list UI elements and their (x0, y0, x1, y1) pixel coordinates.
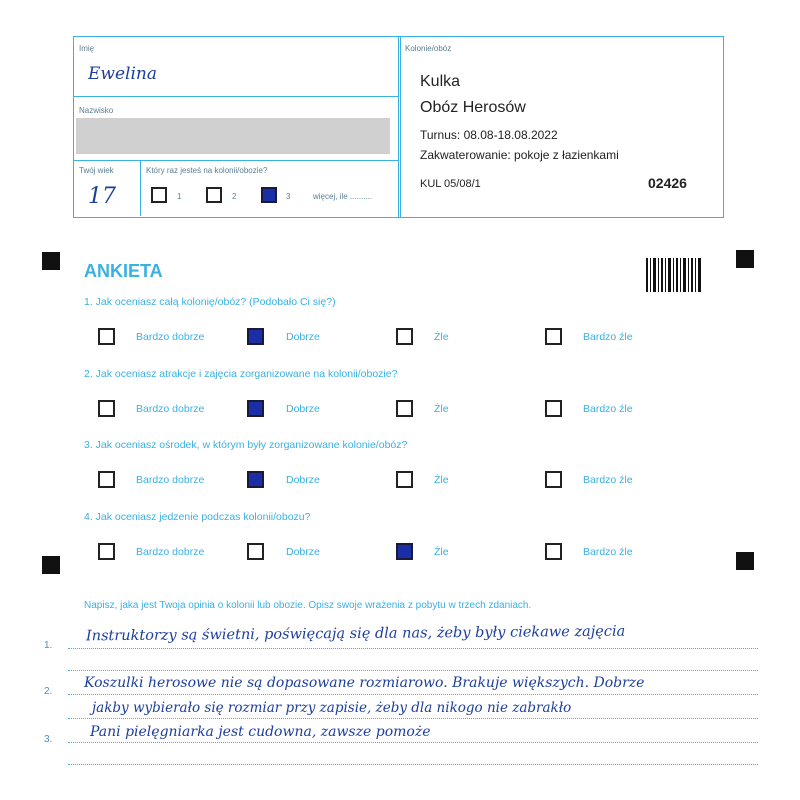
writing-line (68, 718, 758, 719)
barcode-icon (646, 258, 702, 292)
writing-line (68, 670, 758, 671)
divider-line (73, 160, 399, 161)
q2-option-zle[interactable] (396, 400, 413, 417)
times-checkbox-3[interactable] (261, 187, 277, 203)
line-number: 2. (44, 686, 53, 697)
name-value[interactable]: Ewelina (88, 64, 157, 84)
question-1: 1. Jak oceniasz całą kolonię/obóz? (Podobało Ci się?) (84, 296, 336, 308)
times-option-3: 3 (286, 192, 291, 201)
survey-title: ANKIETA (84, 261, 163, 281)
q1-option-zle[interactable] (396, 328, 413, 345)
option-label: Dobrze (286, 331, 320, 343)
option-label: Bardzo dobrze (136, 546, 205, 558)
q3-option-bardzo-zle[interactable] (545, 471, 562, 488)
q4-option-zle[interactable] (396, 543, 413, 560)
line-number: 1. (44, 640, 53, 651)
form-number: 02426 (648, 175, 687, 191)
option-label: Źle (434, 403, 449, 415)
option-label: Dobrze (286, 474, 320, 486)
registration-marker (42, 252, 60, 270)
times-label: Który raz jesteś na kolonii/obozie? (146, 166, 268, 175)
option-label: Źle (434, 546, 449, 558)
turnus: Turnus: 08.08-18.08.2022 (420, 128, 558, 142)
registration-marker (736, 552, 754, 570)
divider-line (140, 160, 141, 216)
option-label: Bardzo źle (583, 474, 633, 486)
handwriting-line-4[interactable]: Pani pielęgniarka jest cudowna, zawsze pomoże (90, 724, 431, 740)
handwriting-line-1[interactable]: Instruktorzy są świetni, poświęcają się dla nas, żeby były ciekawe zajęcia (85, 623, 626, 645)
camp-label: Kolonie/obóz (405, 44, 452, 53)
option-label: Źle (434, 331, 449, 343)
camp-title: Obóz Herosów (420, 99, 526, 116)
line-number: 3. (44, 734, 53, 745)
q1-option-dobrze[interactable] (247, 328, 264, 345)
camp-name: Kulka (420, 73, 461, 90)
times-checkbox-1[interactable] (151, 187, 167, 203)
q4-option-dobrze[interactable] (247, 543, 264, 560)
option-label: Bardzo dobrze (136, 474, 205, 486)
q3-option-zle[interactable] (396, 471, 413, 488)
age-value[interactable]: 17 (88, 184, 116, 209)
option-label: Bardzo źle (583, 331, 633, 343)
q2-option-dobrze[interactable] (247, 400, 264, 417)
times-option-1: 1 (177, 192, 182, 201)
surname-redacted (76, 118, 390, 154)
q2-option-bardzo-zle[interactable] (545, 400, 562, 417)
option-label: Dobrze (286, 546, 320, 558)
question-3: 3. Jak oceniasz ośrodek, w którym były zorganizowane kolonie/obóz? (84, 439, 408, 451)
writing-line (68, 764, 758, 765)
q3-option-bardzo-dobrze[interactable] (98, 471, 115, 488)
camp-code: KUL 05/08/1 (420, 178, 481, 190)
times-checkbox-2[interactable] (206, 187, 222, 203)
writing-line (68, 742, 758, 743)
option-label: Bardzo dobrze (136, 331, 205, 343)
q2-option-bardzo-dobrze[interactable] (98, 400, 115, 417)
times-option-2: 2 (232, 192, 237, 201)
name-label: Imię (79, 44, 95, 53)
age-label: Twój wiek (79, 166, 114, 175)
option-label: Bardzo źle (583, 546, 633, 558)
divider-line (73, 96, 399, 97)
q1-option-bardzo-dobrze[interactable] (98, 328, 115, 345)
opinion-prompt: Napisz, jaka jest Twoja opinia o kolonii lub obozie. Opisz swoje wrażenia z pobytu w trzech zdaniach. (84, 600, 532, 611)
registration-marker (736, 250, 754, 268)
q4-option-bardzo-dobrze[interactable] (98, 543, 115, 560)
question-2: 2. Jak oceniasz atrakcje i zajęcia zorganizowane na kolonii/obozie? (84, 368, 398, 380)
surname-label: Nazwisko (79, 106, 114, 115)
q1-option-bardzo-zle[interactable] (545, 328, 562, 345)
q4-option-bardzo-zle[interactable] (545, 543, 562, 560)
option-label: Bardzo dobrze (136, 403, 205, 415)
writing-line (68, 648, 758, 649)
q3-option-dobrze[interactable] (247, 471, 264, 488)
handwriting-line-3[interactable]: jakby wybierało się rozmiar przy zapisie, żeby dla nikogo nie zabrakło (92, 700, 572, 716)
accommodation: Zakwaterowanie: pokoje z łazienkami (420, 148, 619, 162)
option-label: Bardzo źle (583, 403, 633, 415)
writing-line (68, 694, 758, 695)
question-4: 4. Jak oceniasz jedzenie podczas kolonii/obozu? (84, 511, 311, 523)
registration-marker (42, 556, 60, 574)
option-label: Dobrze (286, 403, 320, 415)
times-option-more: więcej, ile .......... (313, 192, 373, 201)
option-label: Źle (434, 474, 449, 486)
handwriting-line-2[interactable]: Koszulki herosowe nie są dopasowane rozmiarowo. Brakuje większych. Dobrze (84, 675, 645, 691)
